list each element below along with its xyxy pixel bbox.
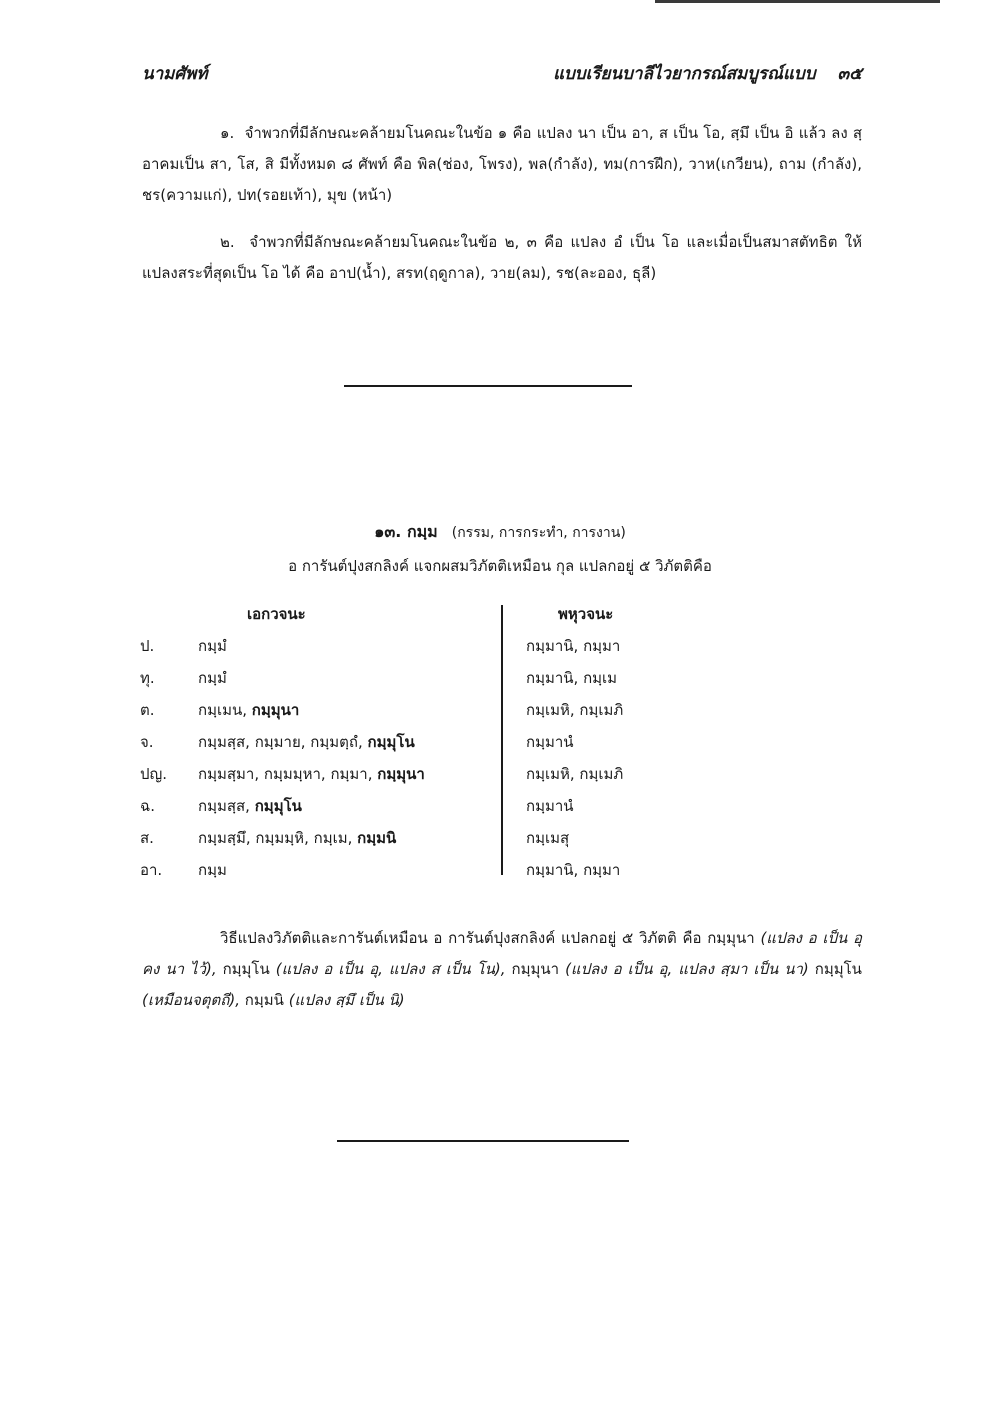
singular-forms: กมฺมสฺส, กมฺมุโน: [198, 797, 302, 815]
section-heading: [0, 520, 1000, 545]
case-label: จ.: [140, 733, 154, 751]
singular-forms: กมฺมสฺส, กมฺมาย, กมฺมตฺถํ, กมฺมุโน: [198, 733, 415, 751]
paragraph-3-note-4: (เหมือนจตุตถี),: [142, 991, 240, 1009]
paragraph-3: [142, 923, 862, 1016]
paragraph-1: [142, 118, 862, 211]
case-label: อา.: [140, 861, 163, 879]
declension-row: [0, 762, 1000, 794]
plural-forms: กมฺมานํ: [526, 797, 574, 815]
paragraph-3-text-4: กมฺมุโน: [814, 960, 862, 978]
paragraph-3-text-3: กมฺมุนา: [511, 960, 560, 978]
plural-forms: กมฺมานิ, กมฺมา: [526, 637, 621, 655]
singular-forms: กมฺมํ: [198, 669, 227, 687]
section-divider: [337, 1140, 629, 1142]
plural-forms: กมฺเมหิ, กมฺเมภิ: [526, 765, 624, 783]
paragraph-3-note-3: (แปลง อ เป็น อุ, แปลง สฺมา เป็น นา): [565, 960, 809, 978]
declension-row: [0, 826, 1000, 858]
singular-forms: กมฺมํ: [198, 637, 227, 655]
paragraph-2-number: ๒.: [220, 233, 235, 251]
case-label: ทุ.: [140, 669, 155, 687]
section-divider: [344, 385, 632, 387]
page-number: ๓๕: [837, 64, 862, 84]
plural-forms: กมฺเมหิ, กมฺเมภิ: [526, 701, 624, 719]
paragraph-2-text: จำพวกที่มีลักษณะคล้ายมโนคณะในข้อ ๒, ๓ คือ แปลง อํ เป็น โอ และเมื่อเป็นสมาสตัทธิต ให้แปลงสระที่สุดเป็น โอ ได้ คือ อาป(น้ำ), สรท(ฤดูกาล), วาย(ลม), รช(ละออง, ธุลี): [142, 233, 862, 282]
declension-row: [0, 858, 1000, 890]
paragraph-3-note-1: (แปลง อ เป็น อุ คง นา ไว้),: [142, 929, 862, 978]
plural-forms: กมฺมานํ: [526, 733, 574, 751]
paragraph-1-text: จำพวกที่มีลักษณะคล้ายมโนคณะในข้อ ๑ คือ แปลง นา เป็น อา, ส เป็น โอ, สฺมึ เป็น อิ แล้ว ลง สฺ อาคมเป็น สา, โส, สิ มีทั้งหมด ๘ ศัพท์ คือ พิล(ช่อง, โพรง), พล(กำลัง), ทม(การฝึก), วาห(เกวียน), ถาม (กำลัง), ชร(ความแก่), ปท(รอยเท้า), มุข (หน้า): [142, 124, 862, 204]
paragraph-3-text-2: กมฺมุโน: [222, 960, 270, 978]
plural-forms: กมฺมานิ, กมฺเม: [526, 669, 618, 687]
case-label: ฉ.: [140, 797, 155, 815]
paragraph-3-text-1: วิธีแปลงวิภัตติและการันต์เหมือน อ การันต์ปุงสกลิงค์ แปลกอยู่ ๕ วิภัตติ คือ กมฺมุนา: [220, 929, 755, 947]
case-label: ต.: [140, 701, 155, 719]
declension-row: [0, 666, 1000, 698]
case-label: ส.: [140, 829, 154, 847]
plural-forms: กมฺมานิ, กมฺมา: [526, 861, 621, 879]
singular-forms: กมฺมสฺมึ, กมฺมมฺหิ, กมฺเม, กมฺมนิ: [198, 829, 397, 847]
section-subtitle: อ การันต์ปุงสกลิงค์ แจกผสมวิภัตติเหมือน กุล แปลกอยู่ ๕ วิภัตติคือ: [288, 557, 712, 575]
section-title: ๑๓. กมฺม: [374, 522, 438, 541]
book-title: แบบเรียนบาลีไวยากรณ์สมบูรณ์แบบ: [553, 64, 816, 84]
running-header-left: นามศัพท์: [142, 64, 208, 84]
case-label: ป.: [140, 637, 155, 655]
plural-forms: กมฺเมสุ: [526, 829, 570, 847]
singular-forms: กมฺเมน, กมฺมุนา: [198, 701, 300, 719]
paragraph-1-number: ๑.: [220, 124, 235, 142]
case-label: ปญ.: [140, 765, 168, 783]
plural-column-header: พหุวจนะ: [558, 605, 614, 623]
running-header-right: [553, 60, 862, 87]
paragraph-3-note-5: (แปลง สฺมึ เป็น นิ): [288, 991, 405, 1009]
singular-forms: กมฺมสฺมา, กมฺมมฺหา, กมฺมา, กมฺมุนา: [198, 765, 425, 783]
paragraph-2: [142, 227, 862, 289]
section-gloss: (กรรม, การกระทำ, การงาน): [451, 525, 626, 541]
declension-row: [0, 794, 1000, 826]
top-edge-rule: [655, 0, 940, 3]
declension-row: [0, 698, 1000, 730]
singular-column-header: เอกวจนะ: [247, 605, 306, 623]
declension-row: [0, 730, 1000, 762]
paragraph-3-text-5: กมฺมนิ: [244, 991, 284, 1009]
paragraph-3-note-2: (แปลง อ เป็น อุ, แปลง ส เป็น โน),: [275, 960, 506, 978]
singular-forms: กมฺม: [198, 861, 227, 879]
declension-row: [0, 634, 1000, 666]
